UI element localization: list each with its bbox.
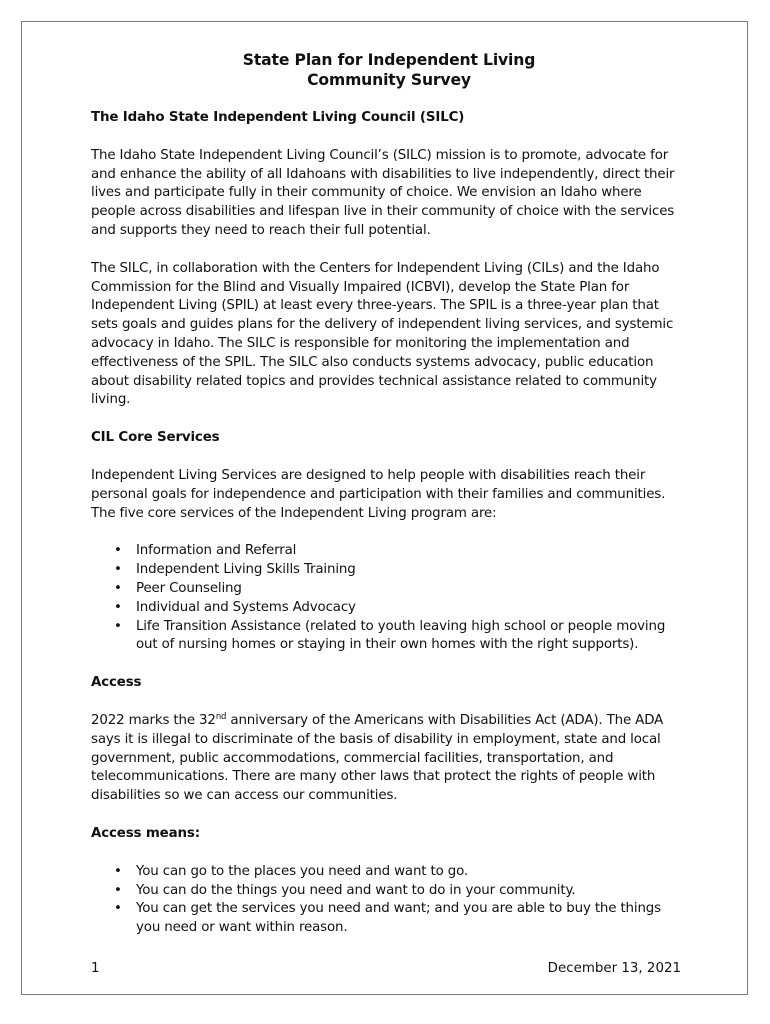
document-page — [21, 21, 748, 995]
silc-paragraph-2: The SILC, in collaboration with the Centers for Independent Living (CILs) and the Idaho Commission for the Blind and Visually Impaired (ICBVI), develop the State Plan for Independent Living (SPIL) at least every three-years. The SPIL is a three-year plan that sets goals and guides plans for the delivery of independent living services, and systemic advocacy in Idaho. The SILC is responsible for monitoring the implementation and effectiveness of the SPIL. The SILC also conducts systems advocacy, public education about disability related topics and provides technical assistance related to community living. — [91, 260, 674, 408]
bullet-icon: • — [114, 863, 122, 879]
silc-paragraph-1: The Idaho State Independent Living Council’s (SILC) mission is to promote, advocate for and enhance the ability of all Idahoans with disabilities to live independently, direct their lives and participate fully in their community of choice. We envision an Idaho where people across disabilities and lifespan live in their community of choice with the services and supports they need to reach their full potential. — [91, 147, 675, 238]
list-item: • Independent Living Skills Training — [91, 561, 687, 580]
title-line-1: State Plan for Independent Living — [242, 51, 536, 69]
access-heading: Access — [91, 675, 142, 691]
silc-heading: The Idaho State Independent Living Council (SILC) — [91, 110, 465, 125]
list-item: • Life Transition Assistance (related to youth leaving high school or people moving out of nursing homes or staying in their own homes with the right supports). — [114, 618, 666, 653]
page-number: 1 — [91, 961, 100, 976]
access-means-list — [91, 863, 687, 938]
bullet-icon: • — [114, 599, 122, 615]
access-means-heading: Access means: — [91, 825, 200, 841]
bullet-icon: • — [114, 882, 122, 898]
list-item: • Peer Counseling — [91, 580, 687, 599]
core-services-paragraph: Independent Living Services are designed to help people with disabilities reach their personal goals for independence and participation with their families and communities. The five core services of the Independent Living program are: — [91, 467, 666, 521]
list-item: • You can do the things you need and want to do in your community. — [91, 882, 687, 901]
bullet-icon: • — [114, 618, 122, 634]
title-line-2: Community Survey — [307, 71, 471, 89]
list-item: • Information and Referral — [91, 542, 687, 561]
ordinal-suffix: nd — [215, 711, 227, 722]
list-item: • Individual and Systems Advocacy — [91, 599, 687, 618]
document-title — [91, 50, 687, 90]
bullet-icon: • — [114, 901, 122, 917]
core-services-heading: CIL Core Services — [91, 430, 220, 446]
bullet-icon: • — [114, 543, 122, 559]
core-services-list — [91, 542, 687, 655]
bullet-icon: • — [114, 580, 122, 596]
list-item: • You can go to the places you need and want to go. — [91, 863, 687, 882]
document-body — [91, 50, 687, 938]
bullet-icon: • — [114, 562, 122, 578]
footer-date: December 13, 2021 — [547, 961, 681, 976]
access-paragraph: 2022 marks the 32nd anniversary of the Americans with Disabilities Act (ADA). The ADA says it is illegal to discriminate of the basis of disability in employment, state and local government, public accommodations, commercial facilities, transportation, and telecommunications. There are many other laws that protect the rights of people with disabilities so we can access our communities. — [91, 711, 664, 804]
list-item: • You can get the services you need and want; and you are able to buy the things you need or want within reason. — [114, 901, 661, 936]
